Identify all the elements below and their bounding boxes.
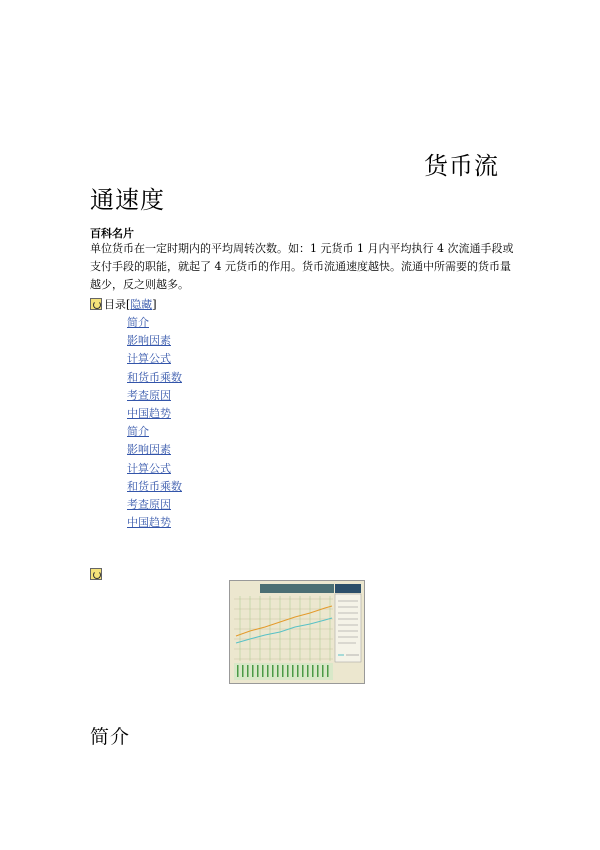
- toc-item: [127, 460, 182, 478]
- toc-link-multiplier[interactable]: 和货币乘数: [127, 370, 182, 384]
- toc-link-reasons-2[interactable]: 考查原因: [127, 497, 171, 511]
- encyclopedia-card-label: 百科名片: [90, 227, 134, 240]
- page-title-part2: 通速度: [90, 186, 165, 214]
- chart-thumbnail-graphic: [230, 581, 364, 683]
- toc-item: [127, 332, 182, 350]
- toc-link-intro-2[interactable]: 简介: [127, 425, 149, 439]
- toc-hide-link[interactable]: 隐藏: [130, 298, 153, 311]
- toc-item: [127, 369, 182, 387]
- toc-item: [127, 350, 182, 368]
- toc-link-factors[interactable]: 影响因素: [127, 334, 171, 348]
- refresh-icon[interactable]: [90, 568, 102, 580]
- toc-link-formula-2[interactable]: 计算公式: [127, 461, 171, 475]
- toc-item: [127, 423, 182, 441]
- toc-item: [127, 405, 182, 423]
- intro-paragraph: 单位货币在一定时期内的平均周转次数。如：1 元货币 1 月内平均执行 4 次流通手段或支付手段的职能，就起了 4 元货币的作用。货币流通速度越快。流通中所需要的货币量越少，反之则越多。: [90, 242, 514, 291]
- toc-item: [127, 314, 182, 332]
- toc-link-reasons[interactable]: 考查原因: [127, 388, 171, 402]
- chart-legend-title-bar: [335, 584, 361, 593]
- page-title-part1: 货币流: [424, 152, 499, 180]
- refresh-icon[interactable]: [90, 298, 102, 310]
- toc-header: [90, 296, 157, 312]
- toc-item: [127, 387, 182, 405]
- toc-list: [127, 314, 182, 532]
- toc-link-china-trend[interactable]: 中国趋势: [127, 406, 171, 420]
- toc-link-multiplier-2[interactable]: 和货币乘数: [127, 479, 182, 493]
- toc-item: [127, 496, 182, 514]
- toc-link-factors-2[interactable]: 影响因素: [127, 443, 171, 457]
- toc-link-china-trend-2[interactable]: 中国趋势: [127, 516, 171, 530]
- toc-link-formula[interactable]: 计算公式: [127, 352, 171, 366]
- chart-title-bar: [260, 584, 334, 593]
- toc-item: [127, 441, 182, 459]
- toc-link-intro[interactable]: 简介: [127, 316, 149, 329]
- toc-item: [127, 514, 182, 532]
- chart-legend-box: [335, 594, 361, 662]
- chart-thumbnail: [229, 580, 365, 684]
- toc-hide-close: ]: [152, 297, 157, 311]
- toc-label: 目录: [104, 298, 126, 311]
- toc-hide-open: [: [126, 297, 131, 311]
- section-heading-intro: 简介: [90, 726, 131, 748]
- toc-item: [127, 478, 182, 496]
- image-icon-wrap: [90, 565, 104, 584]
